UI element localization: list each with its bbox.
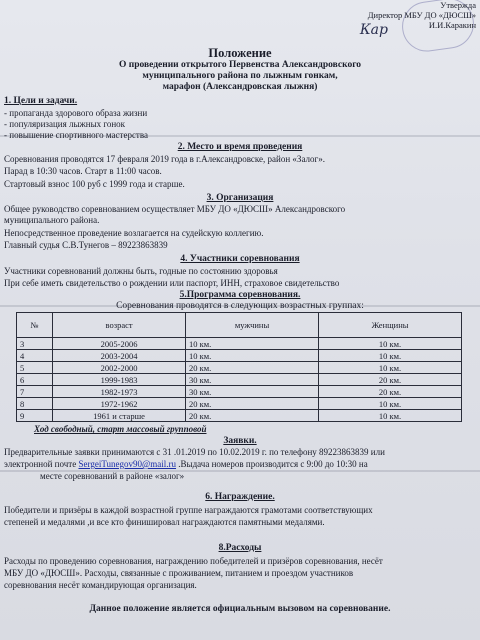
section-heading: 6. Награждение. [205, 492, 275, 502]
paragraph-line [4, 459, 368, 470]
text-segment: .Выдача номеров производится с 9:00 до 10:30 на [176, 459, 368, 469]
table-cell: 2002-2000 [53, 362, 186, 374]
section-heading: 5.Программа соревнования. [179, 290, 301, 300]
column-header: Женщины [319, 313, 462, 338]
paragraph-line: соревнования несёт командирующая организация. [4, 580, 197, 590]
table-cell: 30 км. [185, 374, 318, 386]
text-segment: электронной почте [4, 459, 79, 469]
paragraph-line: Общее руководство соревнованием осуществляет МБУ ДО «ДЮСШ» Александровского [4, 204, 346, 214]
document-subtitle [0, 60, 480, 93]
table-cell: 1972-1962 [53, 398, 186, 410]
section-heading: 8.Расходы [218, 543, 262, 553]
table-cell: 6 [17, 374, 53, 386]
paragraph-line: Расходы по проведению соревнования, награждению победителей и призёров соревнования, несёт [4, 556, 383, 566]
paragraph-line: Победители и призёры в каждой возрастной группе награждаются грамотами соответствующих [4, 505, 373, 515]
age-groups-table [16, 312, 462, 422]
approval-block [368, 0, 476, 30]
paragraph-line: Парад в 10:30 часов. Старт в 11:00 часов. [4, 166, 162, 176]
table-row [17, 410, 462, 422]
table-row [17, 386, 462, 398]
race-format-note: Ход свободный, старт массовый групповой [34, 424, 207, 434]
subtitle-line: муниципального района по лыжным гонкам, [142, 71, 338, 81]
table-cell: 20 км. [185, 362, 318, 374]
section-heading: Заявки. [223, 436, 257, 446]
paragraph-line: МБУ ДО «ДЮСШ». Расходы, связанные с проживанием, питанием и проездом участников [4, 568, 354, 578]
table-cell: 1982-1973 [53, 386, 186, 398]
paragraph-line: Соревнования проводятся 17 февраля 2019 года в г.Александровске, район «Залог». [4, 154, 325, 164]
list-item: - повышение спортивного мастерства [4, 130, 148, 140]
table-cell: 10 км. [185, 338, 318, 350]
table-cell: 20 км. [185, 410, 318, 422]
section-heading: 4. Участники соревнования [180, 254, 300, 264]
table-cell: 7 [17, 386, 53, 398]
table-row [17, 338, 462, 350]
column-header: мужчины [185, 313, 318, 338]
table-cell: 10 км. [319, 362, 462, 374]
section-heading: 3. Организация [206, 193, 274, 203]
document-title: Положение [208, 46, 272, 60]
table-row [17, 362, 462, 374]
signature: Кар [359, 22, 388, 38]
closing-statement: Данное положение является официальным вызовом на соревнование. [89, 604, 391, 614]
table-row [17, 398, 462, 410]
table-row [17, 350, 462, 362]
subtitle-line: марафон (Александровская лыжня) [162, 82, 318, 92]
table-cell: 8 [17, 398, 53, 410]
list-item: - популяризация лыжных гонок [4, 119, 126, 129]
table-cell: 20 км. [185, 398, 318, 410]
paragraph-line: Предварительные заявки принимаются с 31 .01.2019 по 10.02.2019 г. по телефону 89223863839 или [4, 447, 385, 457]
table-cell: 30 км. [185, 386, 318, 398]
table-cell: 2003-2004 [53, 350, 186, 362]
table-header-row [17, 313, 462, 338]
section-heading: 1. Цели и задачи. [4, 96, 78, 106]
paragraph-line: месте соревнований в районе «залог» [40, 471, 185, 481]
table-cell: 10 км. [319, 350, 462, 362]
list-item: - пропаганда здорового образа жизни [4, 108, 148, 118]
table-cell: 2005-2006 [53, 338, 186, 350]
table-intro: Соревнования проводятся в следующих возрастных группах: [116, 301, 364, 311]
table-cell: 10 км. [319, 338, 462, 350]
column-header: возраст [53, 313, 186, 338]
paragraph-line: Главный судья С.В.Тунегов – 89223863839 [4, 240, 168, 250]
table-cell: 10 км. [319, 410, 462, 422]
table-cell: 5 [17, 362, 53, 374]
table-cell: 20 км. [319, 386, 462, 398]
paragraph-line: При себе иметь свидетельство о рождении или паспорт, ИНН, страховое свидетельство [4, 278, 340, 288]
table-row [17, 374, 462, 386]
column-header: № [17, 313, 53, 338]
paragraph-line: Участники соревнований должны быть, годные по состоянию здоровья [4, 266, 278, 276]
table-cell: 1961 и старше [53, 410, 186, 422]
approval-line: Директор МБУ ДО «ДЮСШ» [367, 10, 476, 20]
table-cell: 20 км. [319, 374, 462, 386]
table-cell: 1999-1983 [53, 374, 186, 386]
paragraph-line: муниципального района. [4, 215, 100, 225]
approval-line: Утвержда [440, 0, 476, 10]
email-link[interactable]: SergeiTunegov90@mail.ru [78, 459, 177, 469]
subtitle-line: О проведении открытого Первенства Александровского [118, 60, 362, 70]
table-cell: 9 [17, 410, 53, 422]
paragraph-line: Стартовый взнос 100 руб с 1999 года и старше. [4, 179, 185, 189]
table-cell: 4 [17, 350, 53, 362]
paragraph-line: степеней и медалями ,и все кто финишировал награждаются памятными медалями. [4, 517, 325, 527]
table-cell: 10 км. [185, 350, 318, 362]
approval-line: И.И.Каракин [428, 20, 476, 30]
table-cell: 10 км. [319, 398, 462, 410]
section-heading: 2. Место и время проведения [177, 142, 303, 152]
table-cell: 3 [17, 338, 53, 350]
paragraph-line: Непосредственное проведение возлагается на судейскую коллегию. [4, 228, 264, 238]
